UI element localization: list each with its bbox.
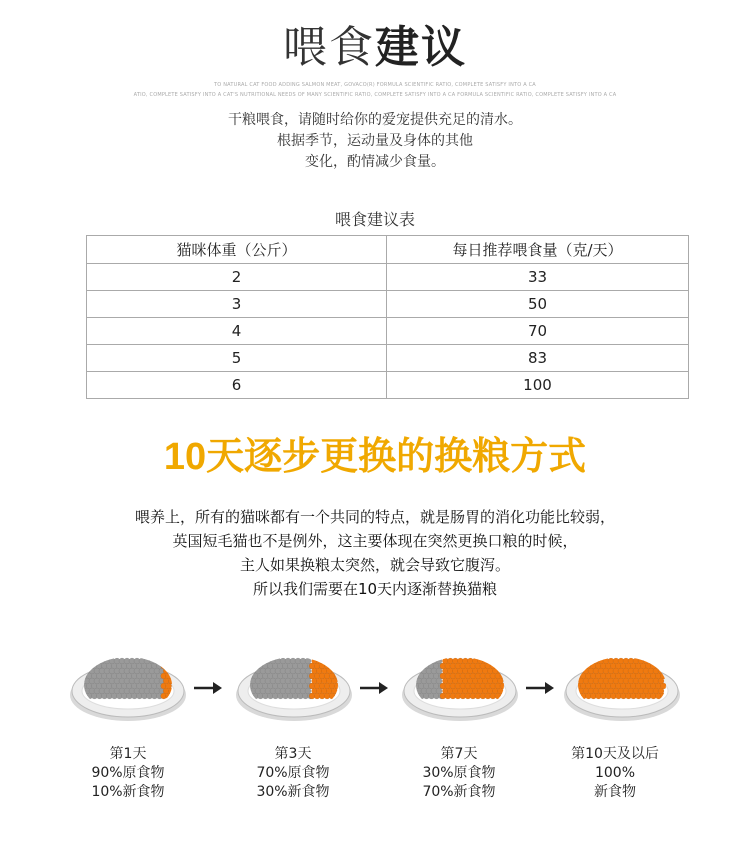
bowl-step-1 <box>68 645 188 725</box>
table-row <box>87 291 689 318</box>
step-caption <box>540 745 690 802</box>
table-row <box>87 372 689 399</box>
section-paragraph <box>0 505 750 601</box>
caption-line: 70%新食物 <box>422 784 496 800</box>
step-caption <box>218 745 368 802</box>
caption-line: 新食物 <box>594 784 636 800</box>
right-arrow-icon <box>193 680 223 696</box>
intro-line: 根据季节，运动量及身体的其他 <box>277 133 473 149</box>
cell-weight: 4 <box>87 318 387 345</box>
section-headline: 10天逐步更换的换粮方式 <box>163 436 587 478</box>
caption-day: 第10天及以后 <box>571 746 659 762</box>
caption-day: 第1天 <box>109 746 147 762</box>
table-row <box>87 345 689 372</box>
cell-amount: 83 <box>387 345 689 372</box>
paragraph-line: 所以我们需要在10天内逐渐替换猫粮 <box>252 580 498 598</box>
cell-amount: 33 <box>387 264 689 291</box>
cell-weight: 6 <box>87 372 387 399</box>
paragraph-line: 英国短毛猫也不是例外，这主要体现在突然更换口粮的时候， <box>172 532 578 550</box>
bowl-icon <box>562 645 682 725</box>
intro-line: 变化，酌情减少食量。 <box>305 154 445 170</box>
header-weight: 猫咪体重（公斤） <box>87 236 387 264</box>
intro-text <box>0 110 750 173</box>
intro-line: 干粮喂食，请随时给你的爱宠提供充足的清水。 <box>228 112 522 128</box>
cell-amount: 100 <box>387 372 689 399</box>
table-row <box>87 264 689 291</box>
bowl-icon <box>68 645 188 725</box>
caption-line: 30%新食物 <box>256 784 330 800</box>
feeding-table <box>86 235 689 399</box>
cell-weight: 3 <box>87 291 387 318</box>
paragraph-line: 喂养上，所有的猫咪都有一个共同的特点，就是肠胃的消化功能比较弱， <box>134 508 615 526</box>
table-title: 喂食建议表 <box>334 210 415 229</box>
cell-weight: 5 <box>87 345 387 372</box>
caption-day: 第3天 <box>274 746 312 762</box>
bowl-icon <box>400 645 520 725</box>
title-light: 喂食 <box>283 22 375 73</box>
paragraph-line: 主人如果换粮太突然，就会导致它腹泻。 <box>239 556 510 574</box>
cell-amount: 50 <box>387 291 689 318</box>
caption-line: 30%原食物 <box>422 765 496 781</box>
cell-weight: 2 <box>87 264 387 291</box>
right-arrow-icon <box>525 680 555 696</box>
table-row <box>87 318 689 345</box>
caption-day: 第7天 <box>440 746 478 762</box>
bowl-step-4 <box>562 645 682 725</box>
table-header-row <box>87 236 689 264</box>
fine-print-1: TO NATURAL CAT FOOD ADDING SALMON MEAT, GOVACO(R) FORMULA SCIENTIFIC RATIO, COMPLETE SATISFY INTO A CA <box>214 82 536 88</box>
bowl-step-2 <box>234 645 354 725</box>
page-title <box>0 20 750 76</box>
caption-line: 70%原食物 <box>256 765 330 781</box>
step-caption <box>53 745 203 802</box>
title-bold: 建议 <box>375 22 467 73</box>
bowl-step-3 <box>400 645 520 725</box>
cell-amount: 70 <box>387 318 689 345</box>
right-arrow-icon <box>359 680 389 696</box>
caption-line: 90%原食物 <box>91 765 165 781</box>
fine-print-2: ATIO, COMPLETE SATISFY INTO A CAT'S NUTRITIONAL NEEDS OF MANY SCIENTIFIC RATIO, COMPLETE SATISFY INTO A CA FORMULA SCIENTIFIC RATIO, COMPLETE SATISFY INTO A CA <box>133 92 617 98</box>
caption-line: 100% <box>594 765 636 781</box>
step-caption <box>384 745 534 802</box>
caption-line: 10%新食物 <box>91 784 165 800</box>
bowl-icon <box>234 645 354 725</box>
header-amount: 每日推荐喂食量（克/天） <box>387 236 689 264</box>
